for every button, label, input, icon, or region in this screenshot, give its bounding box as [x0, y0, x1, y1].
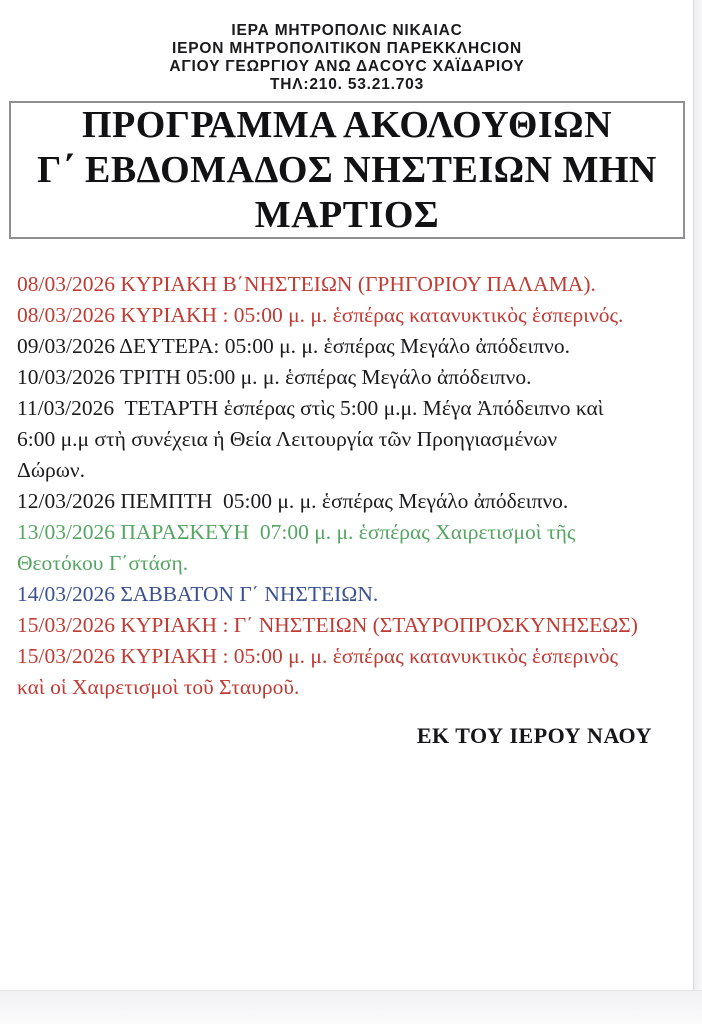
- schedule-entry-line: 11/03/2026 ΤΕΤΑΡΤΗ ἑσπέρας στὶς 5:00 μ.μ. Μέγα Ἀπόδειπνο καὶ: [17, 396, 604, 420]
- schedule-entry-line: καὶ οἱ Χαιρετισμοὶ τοῦ Σταυροῦ.: [17, 675, 300, 699]
- letterhead-line: ΤΗΛ:210. 53.21.703: [270, 76, 424, 93]
- schedule-entry: [17, 393, 672, 486]
- schedule-entry-line: 08/03/2026 ΚΥΡΙΑΚΗ : 05:00 μ. μ. ἑσπέρας κατανυκτικὸς ἑσπερινός.: [17, 303, 624, 327]
- schedule-entry-line: Δώρων.: [17, 458, 85, 482]
- schedule-entry-line: 09/03/2026 ΔΕΥΤΕΡΑ: 05:00 μ. μ. ἑσπέρας Μεγάλο ἀπόδειπνο.: [17, 334, 571, 358]
- page-bottom-edge-shadow: [0, 990, 702, 1024]
- schedule-entry: [17, 517, 672, 579]
- signature-line: ΕΚ ΤΟΥ ΙΕΡΟΥ ΝΑΟΥ: [416, 723, 652, 748]
- letterhead-line: ΑΓΙΟΥ ΓΕΩΡΓΙΟΥ ΑΝΩ ΔΑϹΟΥϹ ΧΑΪΔΑΡΙΟΥ: [169, 58, 525, 75]
- title-box: [9, 101, 685, 239]
- schedule-entry-line: 6:00 μ.μ στὴ συνέχεια ἡ Θεία Λειτουργία τῶν Προηγιασμένων: [17, 427, 558, 451]
- title-line: Γ΄ ΕΒΔΟΜΑΔΟΣ ΝΗΣΤΕΙΩΝ ΜΗΝ: [37, 148, 657, 191]
- schedule-entry: [17, 610, 672, 641]
- title-line: ΠΡΟΓΡΑΜΜΑ ΑΚΟΛΟΥΘΙΩΝ: [81, 103, 613, 146]
- page-right-edge-shadow: [693, 0, 702, 1024]
- schedule-entry-line: 10/03/2026 ΤΡΙΤΗ 05:00 μ. μ. ἑσπέρας Μεγάλο ἀπόδειπνο.: [17, 365, 532, 389]
- letterhead: [0, 22, 694, 94]
- letterhead-line: ΙΕΡΟΝ ΜΗΤΡΟΠΟΛΙΤΙΚΟΝ ΠΑΡΕΚΚΛΗϹΙΟΝ: [172, 40, 522, 57]
- schedule-entry: [17, 300, 672, 331]
- schedule-entry: [17, 269, 672, 300]
- letterhead-line: ΙΕΡΑ ΜΗΤΡΟΠΟΛΙϹ ΝΙΚΑΙΑϹ: [231, 22, 463, 39]
- title-line: ΜΑΡΤΙΟΣ: [254, 193, 440, 236]
- schedule-entry: [17, 579, 672, 610]
- schedule-entry-line: 15/03/2026 ΚΥΡΙΑΚΗ : Γ΄ ΝΗΣΤΕΙΩΝ (ΣΤΑΥΡΟΠΡΟΣΚΥΝΗΣΕΩΣ): [17, 613, 638, 637]
- schedule-entry: [17, 486, 672, 517]
- schedule-entry-line: Θεοτόκου Γ΄στάση.: [17, 551, 189, 575]
- schedule-list: [17, 269, 672, 703]
- schedule-entry-line: 13/03/2026 ΠΑΡΑΣΚΕΥΗ 07:00 μ. μ. ἑσπέρας Χαιρετισμοὶ τῆς: [17, 520, 576, 544]
- schedule-entry: [17, 641, 672, 703]
- schedule-entry-line: 15/03/2026 ΚΥΡΙΑΚΗ : 05:00 μ. μ. ἑσπέρας κατανυκτικὸς ἑσπερινὸς: [17, 644, 618, 668]
- schedule-entry: [17, 362, 672, 393]
- schedule-entry-line: 14/03/2026 ΣΑΒΒΑΤΟΝ Γ΄ ΝΗΣΤΕΙΩΝ.: [17, 582, 379, 606]
- schedule-entry: [17, 331, 672, 362]
- schedule-entry-line: 08/03/2026 ΚΥΡΙΑΚΗ Β΄ΝΗΣΤΕΙΩΝ (ΓΡΗΓΟΡΙΟΥ ΠΑΛΑΜΑ).: [17, 272, 596, 296]
- schedule-entry-line: 12/03/2026 ΠΕΜΠΤΗ 05:00 μ. μ. ἑσπέρας Μεγάλο ἀπόδειπνο.: [17, 489, 569, 513]
